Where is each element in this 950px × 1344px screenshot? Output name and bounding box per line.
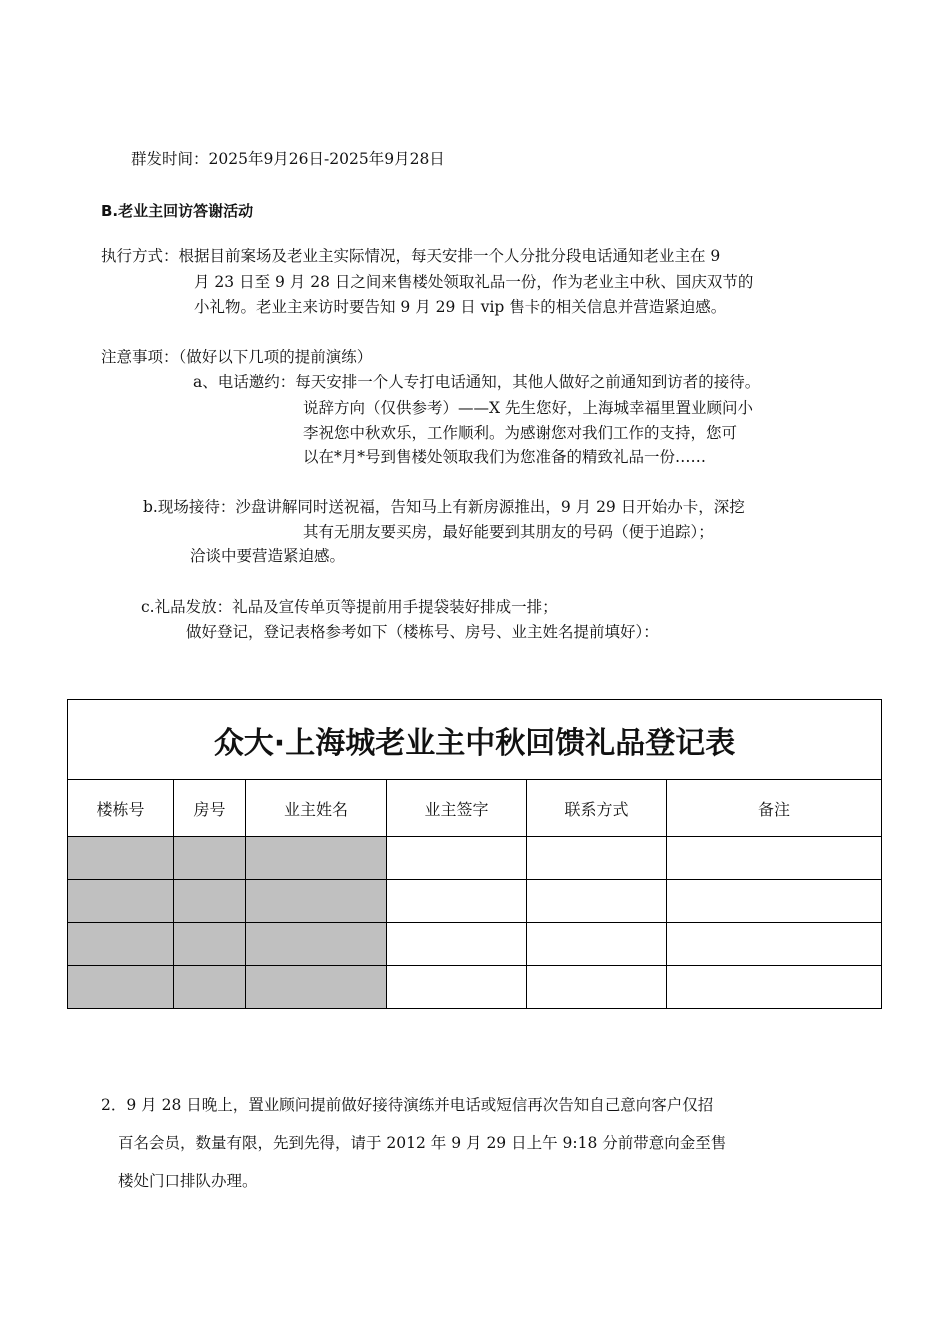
signature-cell[interactable] [387, 837, 527, 880]
owner-name-cell [246, 837, 387, 880]
building-no-cell [68, 966, 174, 1009]
table-row [68, 923, 882, 966]
header-building-no: 楼栋号 [68, 780, 174, 837]
table-header-row [68, 780, 882, 837]
room-no-cell [174, 837, 246, 880]
item-a-line-2: 说辞方向（仅供参考）——X 先生您好，上海城幸福里置业顾问小 [303, 399, 753, 417]
send-time: 群发时间：2025年9月26日-2025年9月28日 [131, 150, 445, 168]
owner-name-cell [246, 966, 387, 1009]
remarks-cell[interactable] [667, 837, 882, 880]
room-no-cell [174, 880, 246, 923]
remarks-cell[interactable] [667, 880, 882, 923]
building-no-cell [68, 880, 174, 923]
owner-name-cell [246, 880, 387, 923]
item-b-line-2: 其有无朋友要买房，最好能要到其朋友的号码（便于追踪）； [303, 523, 714, 541]
item-b-line-3: 洽谈中要营造紧迫感。 [190, 547, 346, 565]
remarks-cell[interactable] [667, 966, 882, 1009]
building-no-cell [68, 837, 174, 880]
contact-cell[interactable] [527, 966, 667, 1009]
table-title: 众大·上海城老业主中秋回馈礼品登记表 [68, 700, 882, 780]
item-c-line-2: 做好登记，登记表格参考如下（楼栋号、房号、业主姓名提前填好）： [186, 623, 659, 641]
room-no-cell [174, 923, 246, 966]
header-remarks: 备注 [667, 780, 882, 837]
exec-line-3: 小礼物。老业主来访时要告知 9 月 29 日 vip 售卡的相关信息并营造紧迫感。 [194, 298, 727, 316]
item-a-line-1: a、电话邀约：每天安排一个人专打电话通知，其他人做好之前通知到访者的接待。 [193, 373, 761, 391]
table-row [68, 966, 882, 1009]
table-row [68, 880, 882, 923]
item-2-line-2: 百名会员，数量有限，先到先得，请于 2012 年 9 月 29 日上午 9:18 分前带意向金至售 [118, 1134, 727, 1152]
section-b-heading: B.老业主回访答谢活动 [101, 202, 254, 220]
item-2-line-1: 2．9 月 28 日晚上，置业顾问提前做好接待演练并电话或短信再次告知自己意向客户仅招 [101, 1096, 714, 1114]
header-contact: 联系方式 [527, 780, 667, 837]
header-owner-name: 业主姓名 [246, 780, 387, 837]
room-no-cell [174, 966, 246, 1009]
exec-line-1: 执行方式：根据目前案场及老业主实际情况，每天安排一个人分批分段电话通知老业主在 9 [101, 247, 721, 265]
notes-label: 注意事项：（做好以下几项的提前演练） [101, 348, 373, 366]
owner-name-cell [246, 923, 387, 966]
contact-cell[interactable] [527, 837, 667, 880]
signature-cell[interactable] [387, 923, 527, 966]
item-a-line-3: 李祝您中秋欢乐，工作顺利。为感谢您对我们工作的支持，您可 [303, 424, 738, 442]
contact-cell[interactable] [527, 923, 667, 966]
item-c-line-1: c.礼品发放：礼品及宣传单页等提前用手提袋装好排成一排； [141, 598, 558, 616]
gift-registration-table [67, 699, 882, 1009]
header-owner-signature: 业主签字 [387, 780, 527, 837]
header-room-no: 房号 [174, 780, 246, 837]
contact-cell[interactable] [527, 880, 667, 923]
item-a-line-4: 以在*月*号到售楼处领取我们为您准备的精致礼品一份…… [303, 448, 707, 466]
item-b-line-1: b.现场接待：沙盘讲解同时送祝福，告知马上有新房源推出，9 月 29 日开始办卡，深挖 [143, 498, 745, 516]
table-row [68, 837, 882, 880]
signature-cell[interactable] [387, 966, 527, 1009]
signature-cell[interactable] [387, 880, 527, 923]
remarks-cell[interactable] [667, 923, 882, 966]
item-2-line-3: 楼处门口排队办理。 [118, 1172, 258, 1190]
exec-line-2: 月 23 日至 9 月 28 日之间来售楼处领取礼品一份，作为老业主中秋、国庆双节的 [194, 273, 754, 291]
building-no-cell [68, 923, 174, 966]
